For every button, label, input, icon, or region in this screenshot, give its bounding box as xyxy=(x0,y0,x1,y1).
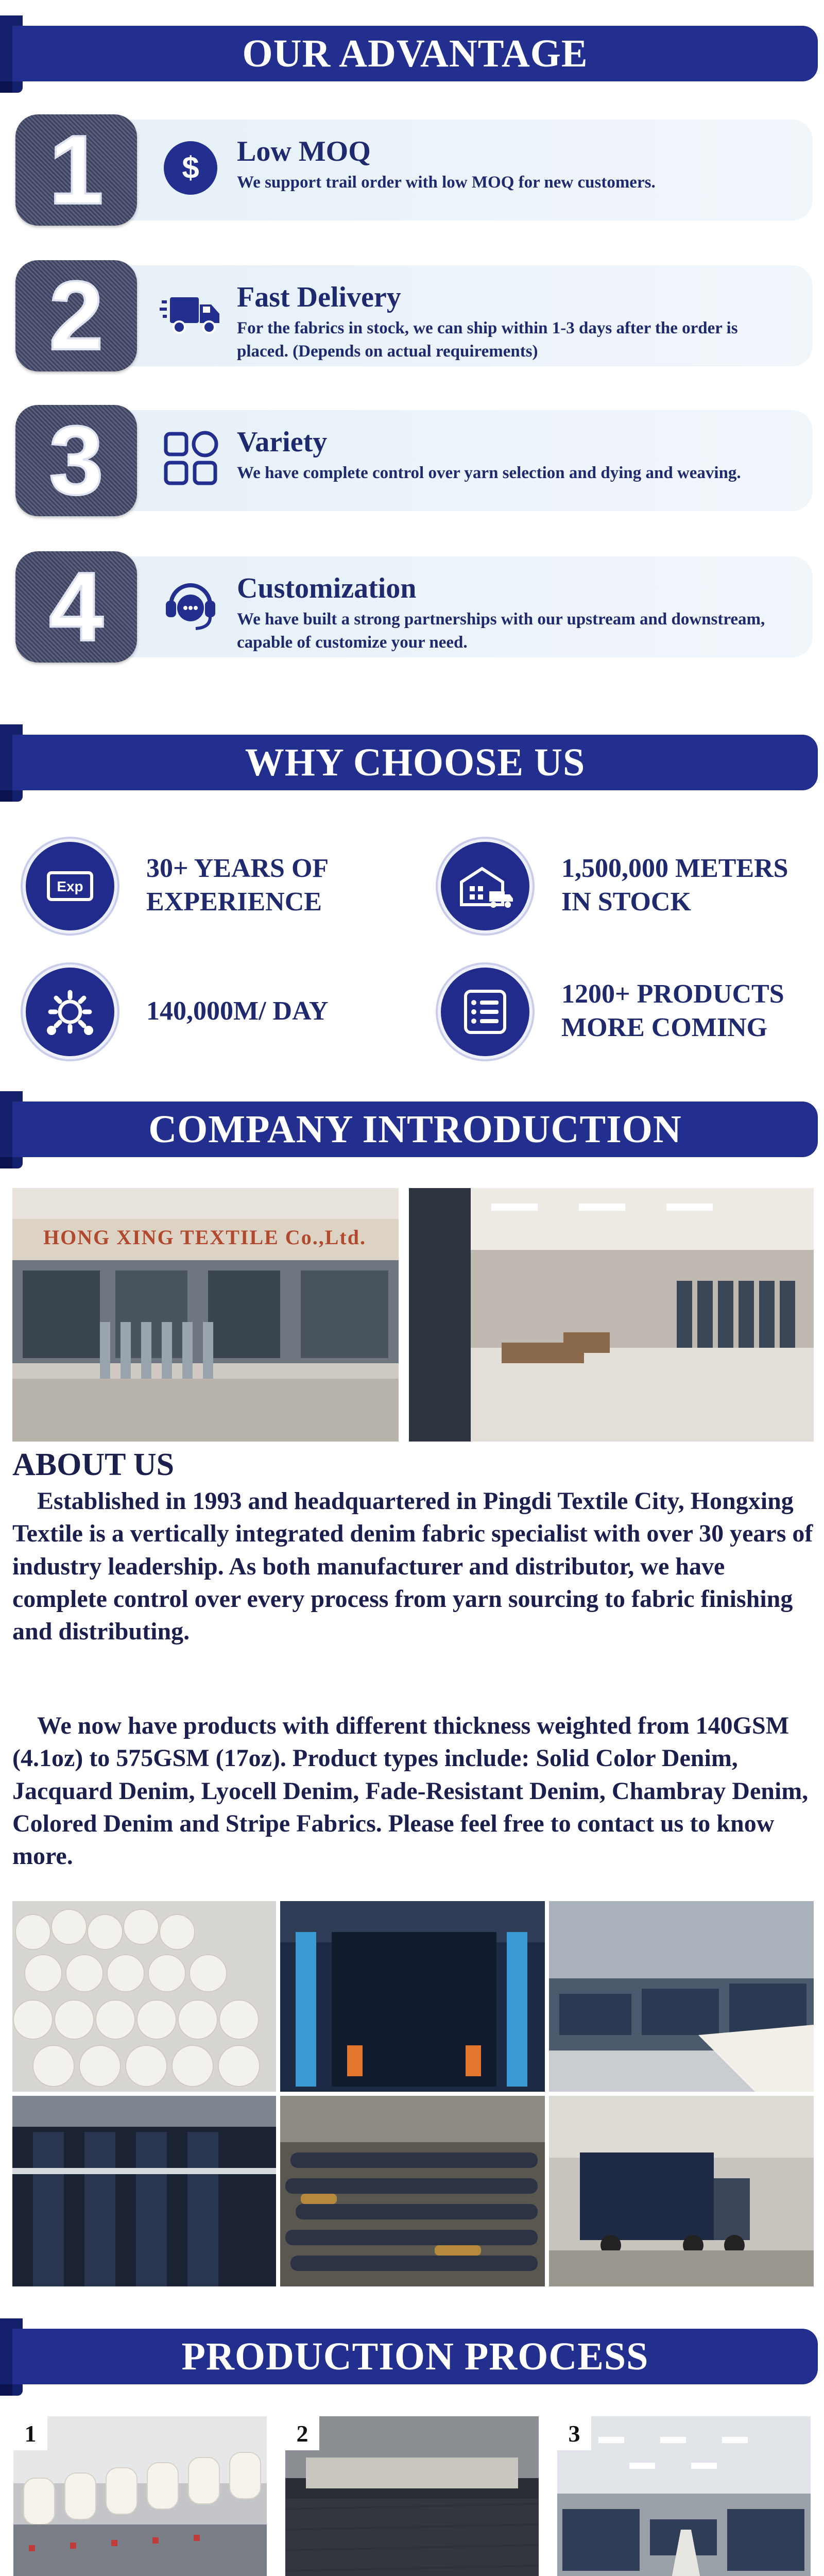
storefront-photo xyxy=(12,1188,399,1442)
delivery-truck-icon xyxy=(160,283,221,345)
section-heading: WHY CHOOSE US xyxy=(12,735,818,790)
section-heading: OUR ADVANTAGE xyxy=(12,26,818,81)
factory-photo-yarn-cones xyxy=(12,1901,276,2092)
storefront-sign: HONG XING TEXTILE Co.,Ltd. xyxy=(43,1226,366,1249)
advantage-title: Customization xyxy=(237,572,417,604)
process-step-number: 1 xyxy=(13,2416,47,2450)
advantage-number: 3 xyxy=(49,406,104,515)
product-list-icon xyxy=(456,983,514,1041)
why-item-capacity xyxy=(23,959,414,1062)
process-step-weaving xyxy=(557,2416,811,2576)
factory-photo-shipping-truck xyxy=(549,2096,814,2286)
dollar-icon xyxy=(160,137,221,199)
about-paragraph-1: Established in 1993 and headquartered in Pingdi Textile City, Hongxing Textile is a vertically integrated denim fabric specialist with over 30 years of industry leadership. As both manufacturer and distributor, we have complete control over every process from yarn sourcing to fabric finishing and distributing. xyxy=(12,1487,813,1646)
why-item-stock xyxy=(438,834,824,937)
exp-badge-icon xyxy=(41,857,99,915)
advantage-desc: We support trail order with low MOQ for new customers. xyxy=(237,173,656,192)
advantage-banner xyxy=(0,15,824,93)
advantage-number: 4 xyxy=(49,552,104,662)
advantage-desc: For the fabrics in stock, we can ship within 1-3 days after the order is placed. (Depends on actual requirements) xyxy=(237,319,738,361)
company-banner xyxy=(0,1091,824,1168)
process-step-number: 2 xyxy=(285,2416,319,2450)
warehouse-truck-icon xyxy=(456,857,514,915)
advantage-title: Variety xyxy=(237,426,328,458)
why-item-text: 140,000M/ DAY xyxy=(146,996,329,1026)
section-heading: PRODUCTION PROCESS xyxy=(12,2329,818,2384)
process-photo-spinning xyxy=(13,2416,267,2576)
advantage-number: 2 xyxy=(49,261,104,370)
advantage-title: Fast Delivery xyxy=(237,281,401,313)
gears-icon xyxy=(41,983,99,1041)
process-banner xyxy=(0,2318,824,2396)
exp-badge-label: Exp xyxy=(57,878,83,894)
process-photo-dyeing xyxy=(285,2416,539,2576)
factory-photo-denim-rolls xyxy=(12,2096,276,2286)
why-item-text: 1,500,000 METERS IN STOCK xyxy=(561,854,788,917)
why-item-text: 30+ YEARS OF EXPERIENCE xyxy=(146,854,328,917)
why-banner xyxy=(0,724,824,802)
factory-photo-warehouse-rolls xyxy=(280,2096,545,2286)
about-title: ABOUT US xyxy=(12,1447,175,1482)
process-step-spinning xyxy=(13,2416,267,2576)
showroom-photo xyxy=(409,1188,814,1442)
section-heading: COMPANY INTRODUCTION xyxy=(12,1101,818,1157)
advantage-desc: We have complete control over yarn selection and dying and weaving. xyxy=(237,464,741,482)
advantage-item-customization xyxy=(15,551,813,663)
grid-blocks-icon xyxy=(160,428,221,489)
process-step-number: 3 xyxy=(557,2416,591,2450)
customer-service-icon xyxy=(160,574,221,636)
about-paragraph-2: We now have products with different thickness weighted from 140GSM (4.1oz) to 575GSM (17oz). Product types include: Solid Color Denim, Jacquard Denim, Lyocell Denim, Fade-Resistant Denim, Chambray Denim, Colored Denim and Stripe Fabrics. Please feel free to contact us to know more. xyxy=(12,1712,809,1870)
process-step-dyeing xyxy=(285,2416,539,2576)
process-photo-weaving xyxy=(557,2416,811,2576)
advantage-item-variety xyxy=(15,405,813,516)
advantage-item-fast-delivery xyxy=(15,260,813,371)
factory-photo-dyeing-line xyxy=(280,1901,545,2092)
advantage-number: 1 xyxy=(49,115,104,225)
why-item-experience xyxy=(23,834,414,937)
advantage-item-low-moq xyxy=(15,114,813,226)
why-item-text: 1200+ PRODUCTS MORE COMING xyxy=(561,979,784,1042)
advantage-title: Low MOQ xyxy=(237,135,371,167)
why-item-products xyxy=(438,959,824,1062)
advantage-desc: We have built a strong partnerships with our upstream and downstream, capable of customize your need. xyxy=(237,610,765,652)
factory-photo-weaving-hall xyxy=(549,1901,814,2092)
svg-text:$: $ xyxy=(182,150,199,185)
